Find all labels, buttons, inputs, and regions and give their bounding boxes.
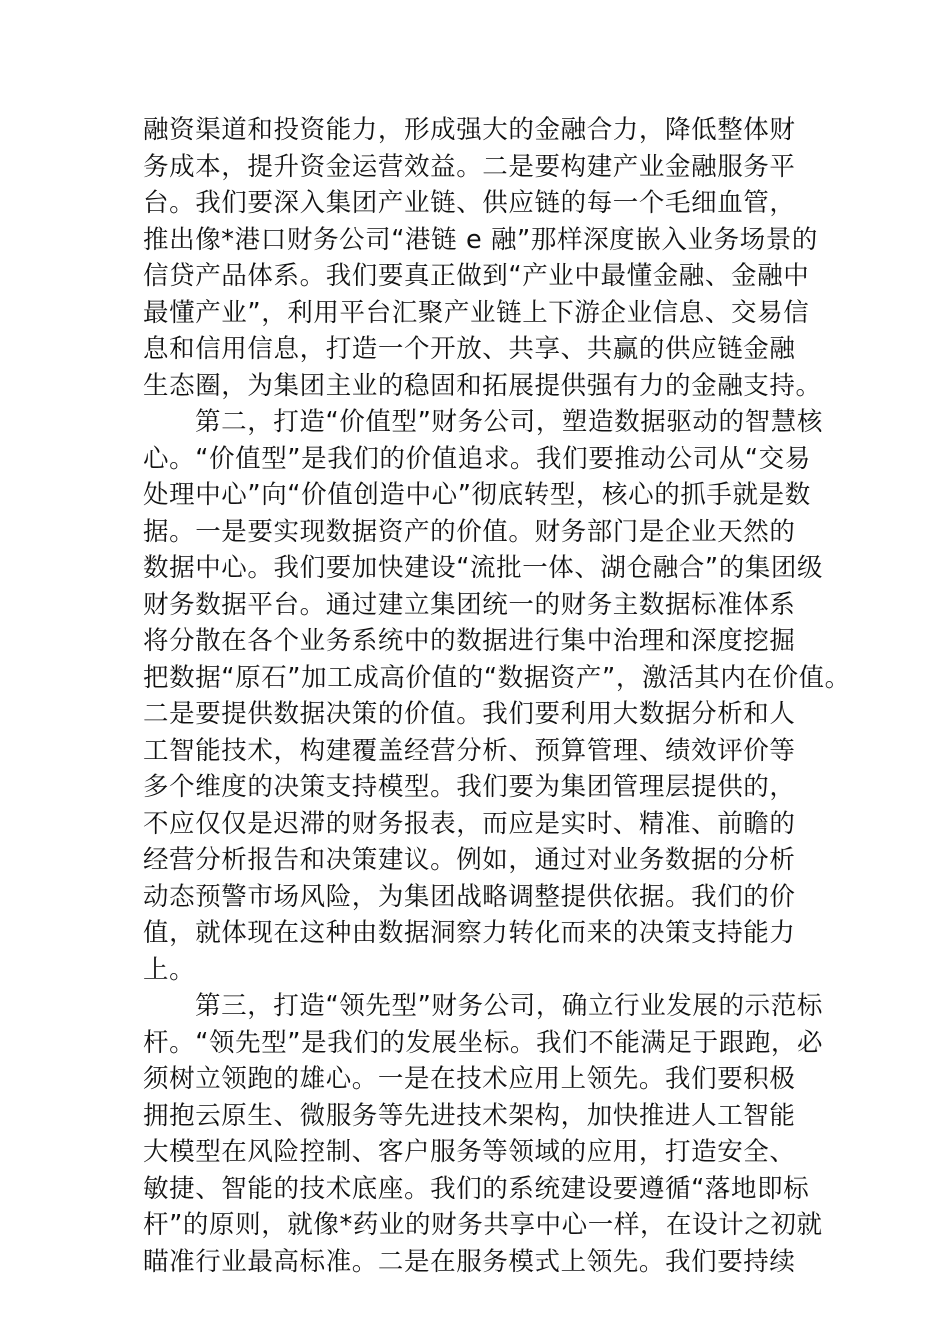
text-line: 大模型在风险控制、客户服务等领域的应用，打造安全、: [143, 1137, 796, 1167]
text-line: 财务数据平台。通过建立集团统一的财务主数据标准体系: [143, 589, 796, 620]
paragraph-3: [143, 988, 824, 1280]
body-text: [143, 112, 851, 1280]
text-line: 心。“价值型”是我们的价值追求。我们要推动公司从“交易: [143, 443, 811, 474]
text-line: 多个维度的决策支持模型。我们要为集团管理层提供的，: [143, 772, 796, 802]
paragraph-1: [143, 112, 822, 404]
text-line: 瞄准行业最高标准。二是在服务模式上领先。我们要持续: [143, 1246, 796, 1277]
text-line: 第三，打造“领先型”财务公司，确立行业发展的示范标: [195, 991, 823, 1021]
text-line: 第二，打造“价值型”财务公司，塑造数据驱动的智慧核: [195, 407, 823, 437]
text-line: 须树立领跑的雄心。一是在技术应用上领先。我们要积极: [143, 1064, 796, 1094]
text-line: 把数据“原石”加工成高价值的“数据资产”，激活其内在价值。: [143, 662, 851, 693]
text-line: 推出像*港口财务公司“港链 e 融”那样深度嵌入业务场景的: [143, 224, 818, 255]
text-line: 台。我们要深入集团产业链、供应链的每一个毛细血管，: [143, 188, 796, 218]
text-line: 工智能技术，构建覆盖经营分析、预算管理、绩效评价等: [143, 735, 796, 766]
text-line: 杆。“领先型”是我们的发展坐标。我们不能满足于跟跑，必: [143, 1027, 824, 1058]
text-line: 杆”的原则，就像*药业的财务共享中心一样，在设计之初就: [143, 1210, 823, 1240]
text-line: 处理中心”向“价值创造中心”彻底转型，核心的抓手就是数: [143, 480, 811, 510]
text-line: 动态预警市场风险，为集团战略调整提供依据。我们的价: [143, 881, 796, 912]
text-line: 上。: [143, 954, 196, 985]
text-line: 二是要提供数据决策的价值。我们要利用大数据分析和人: [143, 699, 796, 729]
text-line: 据。一是要实现数据资产的价值。财务部门是企业天然的: [143, 516, 796, 547]
text-line: 务成本，提升资金运营效益。二是要构建产业金融服务平: [143, 151, 796, 182]
text-line: 息和信用信息，打造一个开放、共享、共赢的供应链金融: [143, 334, 796, 364]
text-line: 融资渠道和投资能力，形成强大的金融合力，降低整体财: [143, 115, 796, 145]
text-line: 最懂产业”，利用平台汇聚产业链上下游企业信息、交易信: [143, 297, 810, 328]
text-line: 信贷产品体系。我们要真正做到“产业中最懂金融、金融中: [143, 261, 810, 291]
text-line: 拥抱云原生、微服务等先进技术架构，加快推进人工智能: [143, 1100, 796, 1131]
text-line: 生态圈，为集团主业的稳固和拓展提供强有力的金融支持。: [143, 370, 822, 401]
text-line: 经营分析报告和决策建议。例如，通过对业务数据的分析: [143, 845, 796, 875]
text-line: 值，就体现在这种由数据洞察力转化而来的决策支持能力: [143, 918, 796, 948]
text-line: 将分散在各个业务系统中的数据进行集中治理和深度挖掘: [143, 626, 796, 656]
text-line: 数据中心。我们要加快建设“流批一体、湖仓融合”的集团级: [143, 553, 824, 583]
text-line: 敏捷、智能的技术底座。我们的系统建设要遵循“落地即标: [143, 1173, 810, 1204]
text-line: 不应仅仅是迟滞的财务报表，而应是实时、精准、前瞻的: [143, 808, 796, 839]
paragraph-2: [143, 404, 851, 988]
